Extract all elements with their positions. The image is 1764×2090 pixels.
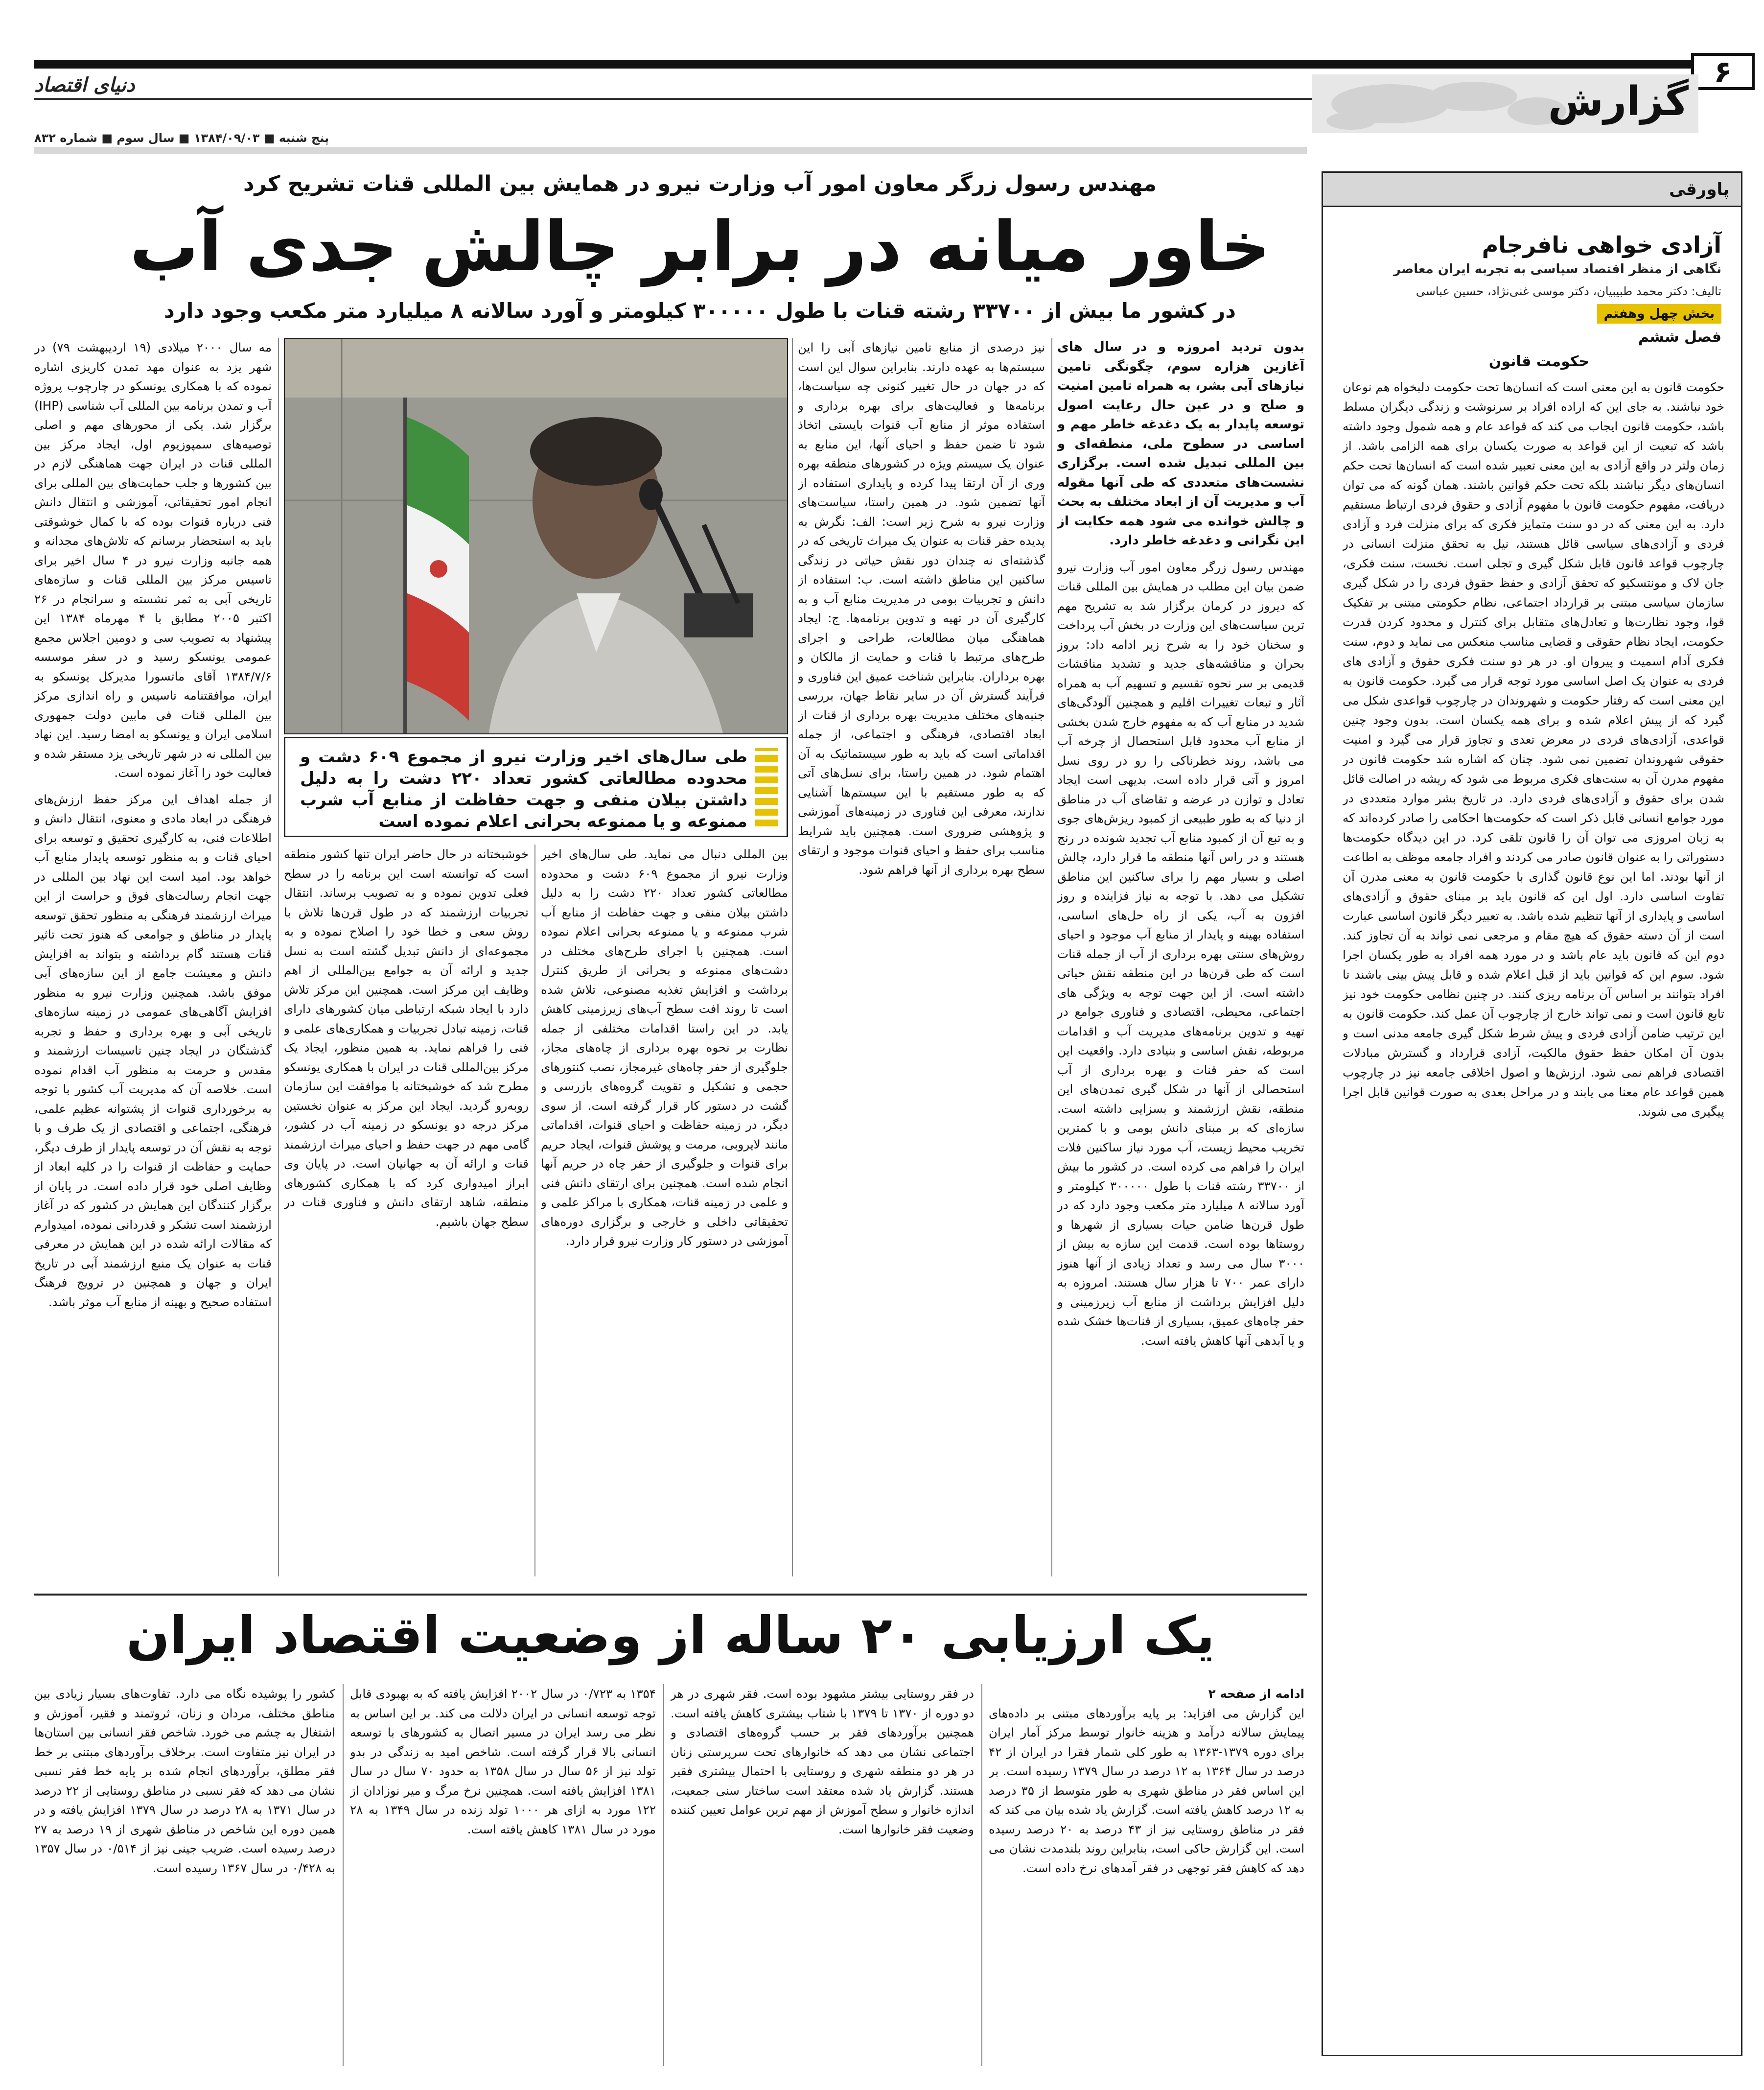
sidebar-body: حکومت قانون به این معنی است که انسان‌ها تحت حکومت دلبخواه هم نوعان خود نباشند. به جای این که اراده افراد بر سرنوشت و زندگی دیگران مسلط باشد، حکومت قانون ایجاب می کند که قواعد عام و همه شمول وجود داشته باشد که تبعیت از این قواعد به صورت یکسان برای همه الزامی باشد. از زمان ولتر در واقع آزادی به این معنی تعبیر شده است که انسان‌ها تحت حکم انسان‌های دیگر نباشند بلکه تحت حکم قوانین باشند. همان گونه که می توان دریافت، مفهوم حکومت قانون با مفهوم آزادی و حقوق فردی ارتباط مستقیم دارد. به این معنی که در دو سنت متمایز فکری که برای منزلت فرد و آزادی فردی و آزادی‌های سیاسی قائل هستند، نیل به تحقق منزلت انسانی در چارچوب قواعد قانون قابل شکل گیری و تجلی است. نخست، سنت فکری، جان لاک و مونتسکیو که تحقق آزادی و حفظ حقوق فردی را در شکل گیری سازمان سیاسی مبتنی بر قرارداد اجتماعی، نظام حکومتی مبتنی بر تفکیک قوا، وجود نظارت‌ها و تعادل‌های متقابل برای کنترل و محدود کردن قدرت حکومت، ایجاد نظام حقوقی و قضایی مناسب منعکس می نماید و دوم، سنت فکری آدام اسمیت و پیروان او. در هر دو سنت فکری حقوق و آزادی های فردی به عنوان یک اصل اساسی مورد توجه قرار می گیرد. حکومت قانون به این معنی است که رفتار حکومت و شهروندان در چارچوب قواعدی شکل می گیرد که از پیش اعلام شده و برای همه یکسان است. بدون وجود چنین قواعدی، آزادی‌های فردی در معرض تعدی و تجاوز قرار می گیرد و امنیت حقوقی شهروندان تضمین نمی شود. چنان که اشاره شد حکومت قانون در مفهوم مدرن آن به سنت‌های فکری مربوط می شود که ریشه در اصالت قائل شدن برای حقوق و آزادی‌های فردی دارد. در تاریخ بشر موارد متعددی در مورد جوامع انسانی قابل ذکر است که حکومت‌ها احکامی را صادر کرده‌اند که به زبان امروزی می توان آن را قانون تلقی کرد. در این دیدگاه حکومت‌ها دستوراتی را به عنوان قانون صادر می کردند و افراد جامعه موظف به اطاعت از آنها بودند. اما این نوع قانون گذاری با حکومت قانون به معنی مدرن آن تفاوت اساسی دارد. اول این که قانون باید بر مبنای حقوق و آزادی‌های اساسی و پایداری از آنها تنظیم شده باشد. به تعبیر دیگر قانون اساسی عبارت است از آن دسته حقوق که هیچ مقام و مرجعی نمی تواند به آن تجاوز کند. دوم این که قانون باید عام باشد و در مورد همه افراد به طور یکسان اجرا شود. سوم این که قوانین باید از قبل اعلام شده و قابل پیش بینی باشند تا افراد بتوانند بر اساس آن برنامه ریزی کنند. در چنین نظامی حکومت خود نیز تابع قانون است و نمی تواند خارج از چارچوب آن عمل کند. حکومت قانون به این ترتیب ضامن آزادی فردی و پیش شرط شکل گیری جامعه مدنی است و بدون آن امکان حفظ حقوق مالکیت، آزادی قرارداد و گسترش مبادلات اقتصادی فراهم نمی شود. ارزش‌ها و اصول اخلاقی جامعه نیز در چارچوب همین قواعد عام معنا می یابند و در مراحل بعدی به صورت قوانین قابل اجرا پیگیری می شوند. (1343, 380, 1724, 1119)
story-column-5 (34, 338, 272, 1576)
issue-rule (34, 147, 1307, 154)
sidebar-header (1323, 173, 1741, 207)
pavaraghi-sidebar (1322, 171, 1742, 2056)
story-column-1 (1057, 338, 1304, 1576)
story-subhead: در کشور ما بیش از ۳۳۷۰۰ رشته قنات با طول ۳۰۰۰۰۰ کیلومتر و آورد سالانه ۸ میلیارد متر مکعب وجود دارد (164, 299, 1236, 323)
book-authors: تالیف: دکتر محمد طبیبیان، دکتر موسی غنی‌نژاد، حسین عباسی (1416, 284, 1721, 298)
speaker-photo (284, 338, 788, 734)
sidebar-subheading: حکومت قانون (1488, 353, 1589, 370)
book-title: آزادی خواهی نافرجام (1482, 232, 1721, 258)
second-story-headline: یک ارزیابی ۲۰ ساله از وضعیت اقتصاد ایران (126, 1605, 1215, 1665)
book-subtitle: نگاهی از منظر اقتصاد سیاسی به تجربه ایران معاصر (1393, 262, 1721, 277)
story-column-2: نیز درصدی از منابع تامین نیازهای آبی را این سیستم‌ها به عهده دارند. بنابراین سوال این است که در جهان در حال تغییر کنونی چه سیاست‌ها، برنامه‌ها و فعالیت‌های برای بهره برداری و استفاده موثر از منابع آب قنوات بایستی اتخاذ شود تا ضمن حفظ و احیای آنها، این منابع به عنوان یک سیستم ویژه در کشورهای منطقه بهره وری از آن ارتقا پیدا کرده و پایداری استفاده از آنها تضمین شود. در همین راستا، سیاست‌های وزارت نیرو به شرح زیر است: الف: نگرش به پدیده حفر قنات به عنوان یک میراث تاریخی که در گذشته‌ای نه چندان دور نقش حیاتی در زندگی ساکنین این مناطق داشته است. ب: استفاده از دانش و تجربیات بومی در مدیریت منابع آب و به کارگیری آن در تهیه و تدوین برنامه‌ها. ج: ایجاد هماهنگی میان مطالعات، طراحی و اجرای طرح‌های مرتبط با قنات و حمایت از مالکان و بهره برداران. بنابراین شناخت عمیق این فناوری و فرآیند گسترش آن در سایر نقاط جهان، بررسی جنبه‌های مختلف مدیریت بهره برداری از قنات از ابعاد اقتصادی، فرهنگی و اجتماعی، از جمله اقداماتی است که باید به طور سیستماتیک به آن اهتمام شود. در همین راستا، برای نسل‌های آتی که به طور مستقیم با این سیستم‌ها آشنایی ندارند، معرفی این فناوری در زمینه‌های آموزشی و پژوهشی ضروری است. همچنین باید شرایط مناسب برای حفظ و احیای قنوات موجود و ارتقای سطح بهره برداری از آنها فراهم شود. (798, 340, 1045, 877)
bottom-story-rule (34, 1594, 1307, 1596)
masthead-subrule (34, 98, 1317, 100)
caption-marker-icon (755, 748, 778, 826)
page-number: ۶ (1691, 53, 1755, 90)
column-divider (1051, 338, 1052, 1576)
column-divider (278, 338, 279, 1576)
story-column-1-text: مهندس رسول زرگر معاون امور آب وزارت نیرو ضمن بیان این مطلب در همایش بین المللی قنات که دیروز در کرمان برگزار شد به تشریح مهم ترین سیاست‌های این وزارت در بخش آب پرداخت و سخنان خود را به شرح زیر ادامه داد: بروز بحران و مناقشه‌های جدید و تشدید مناقشات قدیمی بر سر نحوه تقسیم و تسهیم آب به همراه آثار و تبعات تغییرات اقلیم و همچنین آلودگی‌های شدید در منابع آب که به مفهوم خارج شدن بخشی از منابع آب محدود قابل استحصال از چرخه آب می باشد، روند خطرناکی را رو در روی نسل امروز و آتی قرار داده است. بدیهی است ایجاد تعادل و توازن در عرضه و تقاضای آب در مناطق از دنیا که به طور طبیعی از کمبود ریزش‌های جوی و به تبع آن از کمبود منابع آب تجدید شونده در رنج هستند و در راس آنها منطقه ما قرار دارد، چالش اصلی و بسیار مهم را برای ساکنین این مناطق تشکیل می دهد. با توجه به نیاز فزاینده و روز افزون به آب، یکی از راه حل‌های اساسی، استفاده بهینه و پایدار از منابع آب موجود و احیای روش‌های سنتی بهره برداری از آب از جمله قنات است که طی قرن‌ها در این منطقه نقش حیاتی داشته است. از این جهت توجه به ویژگی های اجتماعی، محیطی، اقتصادی و فناوری جوامع در تهیه و تدوین برنامه‌های مدیریت آب و اقدامات مربوطه، نقش اساسی و بنیادی دارد. واقعیت این است که حفر قنات و بهره برداری از آب استحصالی از آنها در شکل گیری تمدن‌های این منطقه، نقش ارزشمند و بسزایی داشته است. سازه‌ای که بر مبنای دانش بومی و با کمترین تخریب محیط زیست، آب مورد نیاز ساکنین فلات ایران را فراهم می کرده است. در کشور ما بیش از ۳۳۷۰۰ رشته قنات با طول ۳۰۰۰۰۰ کیلومتر و آورد سالانه ۸ میلیارد متر مکعب وجود دارد که در طول قرن‌ها ضامن حیات بسیاری از شهرها و روستاها بوده است. قدمت این سازه به بیش از ۳۰۰۰ سال می رسد و تعداد زیادی از آنها هنوز دارای عمر ۷۰۰ تا هزار سال هستند. امروزه به دلیل افزایش برداشت از منابع آب زیرزمینی و حفر چاه‌های عمیق، بسیاری از قنات‌ها خشک شده و یا آبدهی آنها کاهش یافته است. (1057, 560, 1304, 1348)
continued-label: ادامه از صفحه ۲ (1208, 1687, 1304, 1701)
second-story-column-4: کشور را پوشیده نگاه می دارد. تفاوت‌های بسیار زیادی بین مناطق مختلف، مردان و زنان، ثروتمند و فقیر، آموزش و اشتغال به چشم می خورد. شاخص فقر انسانی بین استان‌ها در ایران نیز متفاوت است. برخلاف برآوردهای مبتنی بر خط فقر مطلق، برآوردهای انجام شده بر پایه خط فقر نسبی نشان می دهد که فقر نسبی در مناطق روستایی از ۲۲ درصد در سال ۱۳۷۱ به ۲۸ درصد در سال ۱۳۷۹ افزایش یافته و در همین دوره این شاخص در مناطق شهری از ۱۹ درصد به ۲۷ درصد رسیده است. ضریب جینی نیز از ۰/۵۱۴ در سال ۱۳۵۷ به ۰/۴۲۸ در سال ۱۳۶۷ رسیده است. (34, 1687, 335, 1875)
story-column-5-text-top: مه سال ۲۰۰۰ میلادی (۱۹ اردیبهشت ۷۹) در شهر یزد به عنوان مهد تمدن کاریزی اشاره نموده که با همکاری یونسکو در چارچوب پروژه آب و تمدن برنامه بین المللی آب شناسی (IHP) برگزار شد. یکی از محورهای مهم و اصلی توصیه‌های سمپوزیوم اول، ایجاد مرکز بین المللی قنات در ایران جهت هماهنگی لازم در بین کشورها و جلب حمایت‌های بین المللی برای انجام امور تحقیقاتی، آموزشی و انتقال دانش فنی درباره قنوات بوده که با کمال خوشوقتی باید به استحضار برسانم که تلاش‌های مجدانه و همه جانبه وزارت نیرو در ۴ سال اخیر برای تاسیس مرکز بین المللی قنات و سازه‌های تاریخی آبی به ثمر نشسته و سرانجام در ۲۶ اکتبر ۲۰۰۵ مطابق با ۴ مهرماه ۱۳۸۴ این پیشنهاد به تصویب سی و دومین اجلاس مجمع عمومی یونسکو رسید و در سفر موسسه ۱۳۸۴/۷/۶ آقای ماتسورا مدیرکل یونسکو به ایران، موافقتنامه تاسیس و راه اندازی مرکز بین المللی قنات فی مابین دولت جمهوری اسلامی ایران و یونسکو به امضا رسید. این نهاد بین المللی نه در شهر تاریخی یزد مستقر شده و فعالیت خود را آغاز نموده است. (34, 340, 272, 780)
photo-caption (284, 737, 788, 837)
second-story-column-1-text: این گزارش می افزاید: بر پایه برآوردهای مبتنی بر داده‌های پیمایش سالانه درآمد و هزینه خانوار توسط مرکز آمار ایران برای دوره ۱۳۷۹-۱۳۶۳ به طور کلی شمار فقرا در ایران از ۴۲ درصد در سال ۱۳۶۴ به ۱۲ درصد در سال ۱۳۷۹ رسیده است. بر این اساس فقر در مناطق شهری به طور متوسط از ۳۵ درصد به ۱۲ درصد کاهش یافته است. گزارش یاد شده بیان می کند که فقر در مناطق روستایی نیز از ۴۳ درصد به ۲۰ درصد رسیده است. این گزارش حاکی است، بنابراین روند بلندمدت نشان می دهد که کاهش فقر توجهی در فقر آمدهای نرخ داده است. (989, 1706, 1304, 1875)
photo-caption-text: طی سال‌های اخیر وزارت نیرو از مجموع ۶۰۹ دشت و محدوده مطالعاتی کشور تعداد ۲۲۰ دشت را به دلیل داشتن بیلان منفی و جهت حفاظت از منابع آب شرب ممنوعه و یا ممنوعه بحرانی اعلام نموده است (300, 747, 748, 831)
second-story-column-2: در فقر روستایی بیشتر مشهود بوده است. فقر شهری در هر دو دوره از ۱۳۷۰ تا ۱۳۷۹ با شتاب بیشتری کاهش یافته است. همچنین برآوردهای فقر بر حسب گروه‌های اقتصادی و اجتماعی نشان می دهد که خانوارهای تحت سرپرستی زنان در هر دو منطقه شهری و روستایی با احتمال بیشتری فقیر هستند. گزارش یاد شده معتقد است ساختار سنی جمعیت، اندازه خانوار و سطح آموزش از مهم ترین عوامل تعیین کننده وضعیت فقر خانوارها است. (671, 1687, 974, 1836)
part-badge: بخش چهل وهفتم (1597, 304, 1721, 324)
brand-logo: دنیای اقتصاد (34, 73, 135, 96)
story-lead: بدون تردید امروزه و در سال های آغازین هزاره سوم، چگونگی تامین نیازهای آبی بشر، به همراه تامین امنیت و صلح و در عین حال رعایت اصول توسعه پایدار به یک دغدغه خاطر مهم و اساسی در سطوح ملی، منطقه‌ای و بین المللی تبدیل شده است. برگزاری نشست‌های متعددی که طی آنها مقوله آب و مدیریت آن از ابعاد مختلف به بحث و چالش خوانده می شود همه حکایت از این نگرانی و دغدغه خاطر دارد. (1057, 340, 1304, 548)
story-column-3: بین المللی دنبال می نماید. طی سال‌های اخیر وزارت نیرو از مجموع ۶۰۹ دشت و محدوده مطالعاتی کشور تعداد ۲۲۰ دشت را به دلیل داشتن بیلان منفی و جهت حفاظت از منابع آب شرب ممنوعه و یا ممنوعه بحرانی اعلام نموده است. همچنین با اجرای طرح‌های مختلف در دشت‌های ممنوعه و بحرانی از طریق کنترل برداشت و افزایش تغذیه مصنوعی، تلاش شده است تا روند افت سطح آب‌های زیرزمینی کاهش یابد. در این راستا اقدامات مختلفی از جمله نظارت بر نحوه بهره برداری از چاه‌های مجاز، جلوگیری از حفر چاه‌های غیرمجاز، نصب کنتورهای حجمی و تشکیل و تقویت گروه‌های بازرسی و گشت در دستور کار قرار گرفته است. از سوی دیگر، در زمینه حفاظت و احیای قنوات، اقداماتی مانند لایروبی، مرمت و پوشش قنوات، ایجاد حریم برای قنوات و جلوگیری از حفر چاه در حریم آنها انجام شده است. همچنین برای ارتقای دانش فنی و علمی در زمینه قنات، همکاری با مراکز علمی و تحقیقاتی داخلی و خارجی و برگزاری دوره‌های آموزشی در دستور کار وزارت نیرو قرار دارد. (541, 847, 788, 1248)
column-divider (981, 1684, 982, 2066)
column-divider (792, 338, 793, 1576)
section-banner (1312, 74, 1698, 133)
second-story-column-3: ۱۳۵۴ به ۰/۷۲۳ در سال ۲۰۰۲ افزایش یافته که به بهبودی قابل توجه توسعه انسانی در ایران دلالت می کند. بر این اساس به نظر می رسد ایران در مسیر اتصال به کشورهای با توسعه انسانی بالا قرار گرفته است. شاخص امید به زندگی در بدو تولد نیز از ۵۶ سال در سال ۱۳۵۸ به حدود ۷۰ سال در سال ۱۳۸۱ افزایش یافته است. همچنین نرخ مرگ و میر نوزادان از ۱۲۲ مورد به ازای هر ۱۰۰۰ تولد زنده در سال ۱۳۴۹ به ۲۸ مورد در سال ۱۳۸۱ کاهش یافته است. (350, 1687, 656, 1836)
story-headline: خاور میانه در برابر چالش جدی آب (130, 207, 1270, 287)
masthead-rule (34, 60, 1694, 69)
story-column-4: خوشبختانه در حال حاضر ایران تنها کشور منطقه است که توانسته است این برنامه را در سطح فعلی تدوین نموده و به تصویب برساند. انتقال تجربیات ارزشمند که در طول قرن‌ها تلاش با روش سعی و خطا خود را اصلاح نموده و به مجموعه‌ای از دانش تبدیل گشته است به نسل جدید و ارائه آن به جوامع بین‌المللی از اهم وظایف این مرکز است. همچنین این مرکز تلاش دارد با ایجاد شبکه ارتباطی میان کشورهای دارای قنات، زمینه تبادل تجربیات و همکاری‌های علمی و فنی را فراهم نماید. به همین منظور، ایجاد یک مرکز بین‌المللی قنات در ایران با همکاری یونسکو مطرح شد که خوشبختانه با موافقت این سازمان روبه‌رو گردید. ایجاد این مرکز به عنوان نخستین مرکز درجه دو یونسکو در زمینه آب در کشور، گامی مهم در جهت حفظ و احیای میراث ارزشمند قنات و ارائه آن به جهانیان است. در پایان وی ابراز امیدواری کرد که با همکاری کشورهای منطقه، شاهد ارتقای دانش و فناوری قنات در سطح جهان باشیم. (284, 847, 529, 1229)
story-column-5-text-bottom: از جمله اهداف این مرکز حفظ ارزش‌های فرهنگی در ابعاد مادی و معنوی، انتقال دانش و اطلاعات فنی، به کارگیری تحقیق و توسعه برای احیای قنات و به منظور توسعه پایدار منابع آب خواهد بود. امید است این نهاد بین المللی در جهت انجام رسالت‌های فوق و حراست از این میراث ارزشمند فرهنگی به منظور تحقق توسعه پایدار در مناطق و جوامعی که هنوز تحت تاثیر قنات هستند گام برداشته و بتواند به افزایش دانش و معیشت جامع از این سازه‌های آبی موفق باشد. همچنین وزارت نیرو به منظور افزایش آگاهی‌های عمومی در زمینه سازه‌های تاریخی آبی و بهره برداری و حفظ و تجربه گذشتگان در ایجاد چنین تاسیسات ارزشمند و مقدس و حرمت به منظور آب اقدام نموده است. خلاصه آن که مدیریت آب کشور با توجه به برخورداری قنوات از پشتوانه عظیم علمی، فرهنگی، اجتماعی و اقتصادی از یک طرف و با توجه به نقش آن در توسعه پایدار از طرف دیگر، حمایت و حفاظت از قنوات را در کلیه ابعاد از وظایف اصلی خود قرار داده است. در پایان از برگزار کنندگان این همایش در کشور که در آغاز ارزشمند است تشکر و قدردانی نموده، امیدوارم که مقالات ارائه شده در این همایش در معرفی قنات به عنوان یک منبع ارزشمند آبی در تاریخ ایران و جهان و همچنین در ترویج فرهنگ استفاده صحیح و بهینه از منابع آب موثر باشد. (34, 792, 272, 1309)
column-divider (534, 845, 535, 1576)
section-title: گزارش (1548, 78, 1689, 125)
sidebar-header-label: پاورقی (1669, 180, 1729, 199)
column-divider (343, 1684, 344, 2066)
chapter-label: فصل ششم (1638, 329, 1721, 346)
issue-info: پنج شنبه ■ ۱۳۸۴/۰۹/۰۳ ■ سال سوم ■ شماره ۸۳۲ (34, 131, 329, 145)
story-kicker: مهندس رسول زرگر معاون امور آب وزارت نیرو در همایش بین المللی قنات تشریح کرد (243, 171, 1157, 196)
second-story-column-1 (989, 1684, 1304, 2066)
column-divider (663, 1684, 664, 2066)
